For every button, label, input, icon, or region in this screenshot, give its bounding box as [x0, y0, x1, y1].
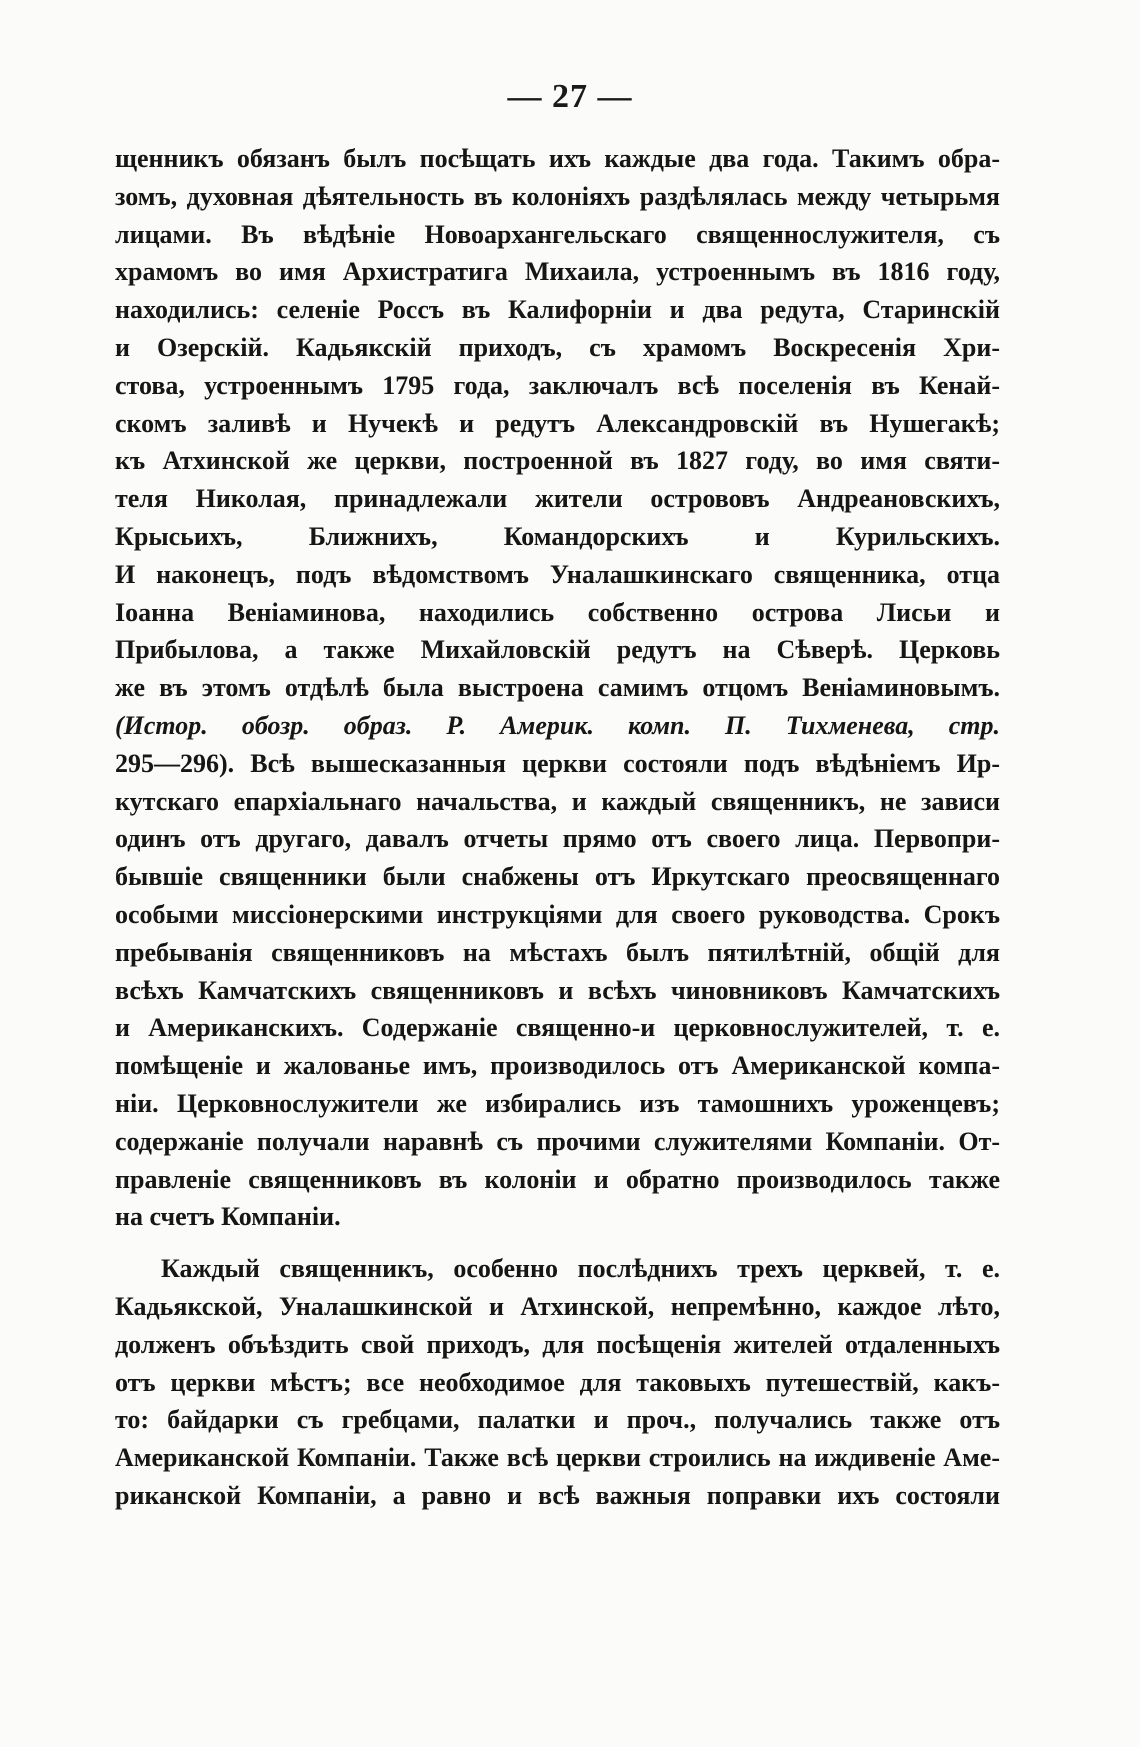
text-line: кутскаго епархіальнаго начальства, и каждый священникъ, не зависи: [115, 786, 1000, 816]
text-line: скомъ заливѣ и Нучекѣ и редутъ Александровскій въ Нушегакѣ;: [115, 408, 1000, 438]
text-line: и Американскихъ. Содержаніе священно-и церковнослужителей, т. е.: [115, 1013, 1000, 1043]
text-line: Прибылова, а также Михайловскій редутъ на Сѣверѣ. Церковь: [115, 635, 1000, 665]
text-line: бывшіе священники были снабжены отъ Иркутскаго преосвященнаго: [115, 862, 1000, 892]
text-line: находились: селеніе Россъ въ Калифорніи и два редута, Старинскій: [115, 295, 1000, 325]
text-line: ніи. Церковнослужители же избирались изъ тамошнихъ уроженцевъ;: [115, 1088, 1000, 1118]
text-line: правленіе священниковъ въ колоніи и обратно производилось также: [115, 1164, 1000, 1194]
text-line: стова, устроеннымъ 1795 года, заключалъ всѣ поселенія въ Кенай-: [115, 370, 1000, 400]
text-line: то: байдарки съ гребцами, палатки и проч., получались также отъ: [115, 1405, 1000, 1435]
text-line: къ Атхинской же церкви, построенной въ 1827 году, во имя святи-: [115, 446, 1000, 476]
text-line: всѣхъ Камчатскихъ священниковъ и всѣхъ чиновниковъ Камчатскихъ: [115, 975, 1000, 1005]
text-line: Американской Компаніи. Также всѣ церкви строились на иждивеніе Аме-: [115, 1443, 1000, 1473]
citation-line: (Истор. обозр. образ. Р. Америк. комп. П. Тихменева, стр.: [115, 710, 1000, 740]
body-text: [115, 140, 1000, 1515]
page-number: — 27 —: [507, 78, 633, 115]
paragraph-2: [115, 1250, 1000, 1515]
text-line: же въ этомъ отдѣлѣ была выстроена самимъ отцомъ Веніаминовымъ.: [115, 673, 1000, 703]
text-line: и Озерскій. Кадьякскій приходъ, съ храмомъ Воскресенія Хри-: [115, 332, 1000, 362]
text-line: Іоанна Веніаминова, находились собственно острова Лисьи и: [115, 597, 1000, 627]
text-line: особыми миссіонерскими инструкціями для своего руководства. Срокъ: [115, 899, 1000, 929]
text-line: лицами. Въ вѣдѣніе Новоархангельскаго священнослужителя, съ: [115, 219, 1000, 249]
text-line: помѣщеніе и жалованье имъ, производилось отъ Американской компа-: [115, 1051, 1000, 1081]
text-line: пребыванія священниковъ на мѣстахъ былъ пятилѣтній, общій для: [115, 937, 1000, 967]
text-line: отъ церкви мѣстъ; все необходимое для таковыхъ путешествій, какъ-: [115, 1367, 1000, 1397]
text-line: Крысьихъ, Ближнихъ, Командорскихъ и Курильскихъ.: [115, 521, 1000, 551]
text-line: щенникъ обязанъ былъ посѣщать ихъ каждые два года. Такимъ обра-: [115, 144, 1000, 173]
text-line: Каждый священникъ, особенно послѣднихъ трехъ церквей, т. е.: [161, 1254, 1000, 1284]
text-line: на счетъ Компаніи.: [115, 1202, 341, 1232]
text-line: долженъ объѣздить свой приходъ, для посѣщенія жителей отдаленныхъ: [115, 1329, 1000, 1359]
text-line: 295—296). Всѣ вышесказанныя церкви состояли подъ вѣдѣніемъ Ир-: [115, 748, 1000, 778]
text-line: зомъ, духовная дѣятельность въ колоніяхъ раздѣлялась между четырьмя: [115, 181, 1000, 211]
text-line: И наконецъ, подъ вѣдомствомъ Уналашкинскаго священника, отца: [115, 559, 1000, 589]
text-line: риканской Компаніи, а равно и всѣ важныя поправки ихъ состояли: [115, 1480, 1000, 1510]
text-line: храмомъ во имя Архистратига Михаила, устроеннымъ въ 1816 году,: [115, 257, 1000, 287]
paragraph-1: [115, 140, 1000, 1236]
text-line: Кадьякской, Уналашкинской и Атхинской, непремѣнно, каждое лѣто,: [115, 1291, 1000, 1321]
paragraph-gap: [115, 1236, 1000, 1250]
text-line: одинъ отъ другаго, давалъ отчеты прямо отъ своего лица. Первопри-: [115, 824, 1000, 854]
text-line: теля Николая, принадлежали жители острововъ Андреановскихъ,: [115, 484, 1000, 514]
text-line: содержаніе получали наравнѣ съ прочими служителями Компаніи. От-: [115, 1126, 1000, 1156]
